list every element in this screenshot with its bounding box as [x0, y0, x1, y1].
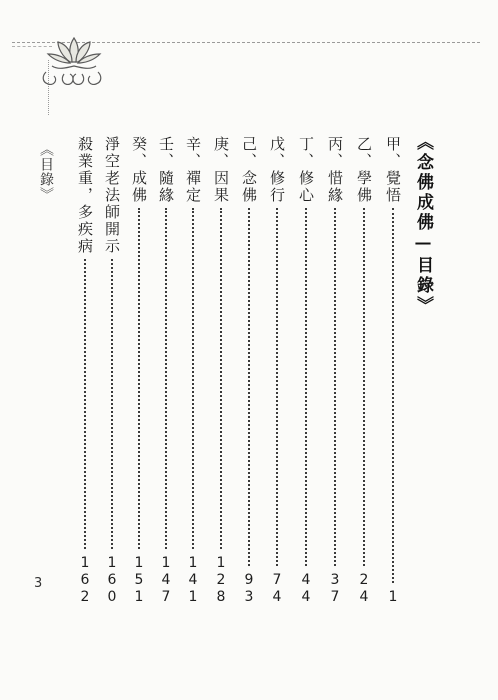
toc-entry-page: 24: [356, 572, 372, 606]
toc-entry[interactable]: [210, 136, 232, 606]
toc-entry-page: 44: [298, 572, 314, 606]
lotus-ornament-icon: [12, 22, 112, 132]
toc-entry[interactable]: [101, 136, 123, 606]
toc-entry[interactable]: [238, 136, 260, 606]
toc-entry-page: 93: [241, 572, 257, 606]
toc-entry-title: 淨空老法師開示: [103, 136, 121, 255]
toc-entry-page: 128: [213, 555, 229, 606]
toc-entry[interactable]: [128, 136, 150, 606]
toc-entry-page: 147: [158, 555, 174, 606]
toc-entry-page: 151: [131, 555, 147, 606]
toc-leader: [111, 259, 113, 549]
toc-entry-title: 殺業重，多疾病: [76, 136, 94, 255]
toc-entry[interactable]: [155, 136, 177, 606]
toc-entry-page: 1: [385, 589, 401, 606]
toc-title: 《念佛成佛—目錄》: [413, 133, 433, 316]
toc-leader: [392, 208, 394, 583]
toc-entry-title: 癸、成佛: [130, 136, 148, 204]
toc-entry-page: 37: [327, 572, 343, 606]
page-number: 3: [34, 576, 43, 591]
toc-entry[interactable]: [382, 136, 404, 606]
toc-leader: [165, 208, 167, 549]
toc-leader: [84, 259, 86, 549]
toc-entry-title: 庚、因果: [212, 136, 230, 204]
toc-leader: [220, 208, 222, 549]
toc-entry-title: 丙、惜緣: [326, 136, 344, 204]
toc-entry-title: 壬、隨緣: [157, 136, 175, 204]
toc-leader: [363, 208, 365, 566]
toc-leader: [334, 208, 336, 566]
toc-entry-title: 甲、覺悟: [384, 136, 402, 204]
toc-entry-page: 141: [185, 555, 201, 606]
toc-entry[interactable]: [295, 136, 317, 606]
toc-leader: [248, 208, 250, 566]
toc-leader: [138, 208, 140, 549]
toc-entry-page: 74: [269, 572, 285, 606]
toc-entry[interactable]: [324, 136, 346, 606]
toc-entry-title: 戊、修行: [268, 136, 286, 204]
toc-entry[interactable]: [182, 136, 204, 606]
toc-entry[interactable]: [74, 136, 96, 606]
toc-entry-page: 160: [104, 555, 120, 606]
toc-entry-page: 162: [77, 555, 93, 606]
toc-leader: [192, 208, 194, 549]
toc-leader: [305, 208, 307, 566]
toc-entry-title: 己、念佛: [240, 136, 258, 204]
running-head: 《目錄》: [38, 142, 54, 202]
toc-leader: [276, 208, 278, 566]
toc-entry[interactable]: [353, 136, 375, 606]
toc-entry-title: 辛、禪定: [184, 136, 202, 204]
toc-entry-title: 丁、修心: [297, 136, 315, 204]
toc-entry[interactable]: [266, 136, 288, 606]
toc-entry-title: 乙、學佛: [355, 136, 373, 204]
